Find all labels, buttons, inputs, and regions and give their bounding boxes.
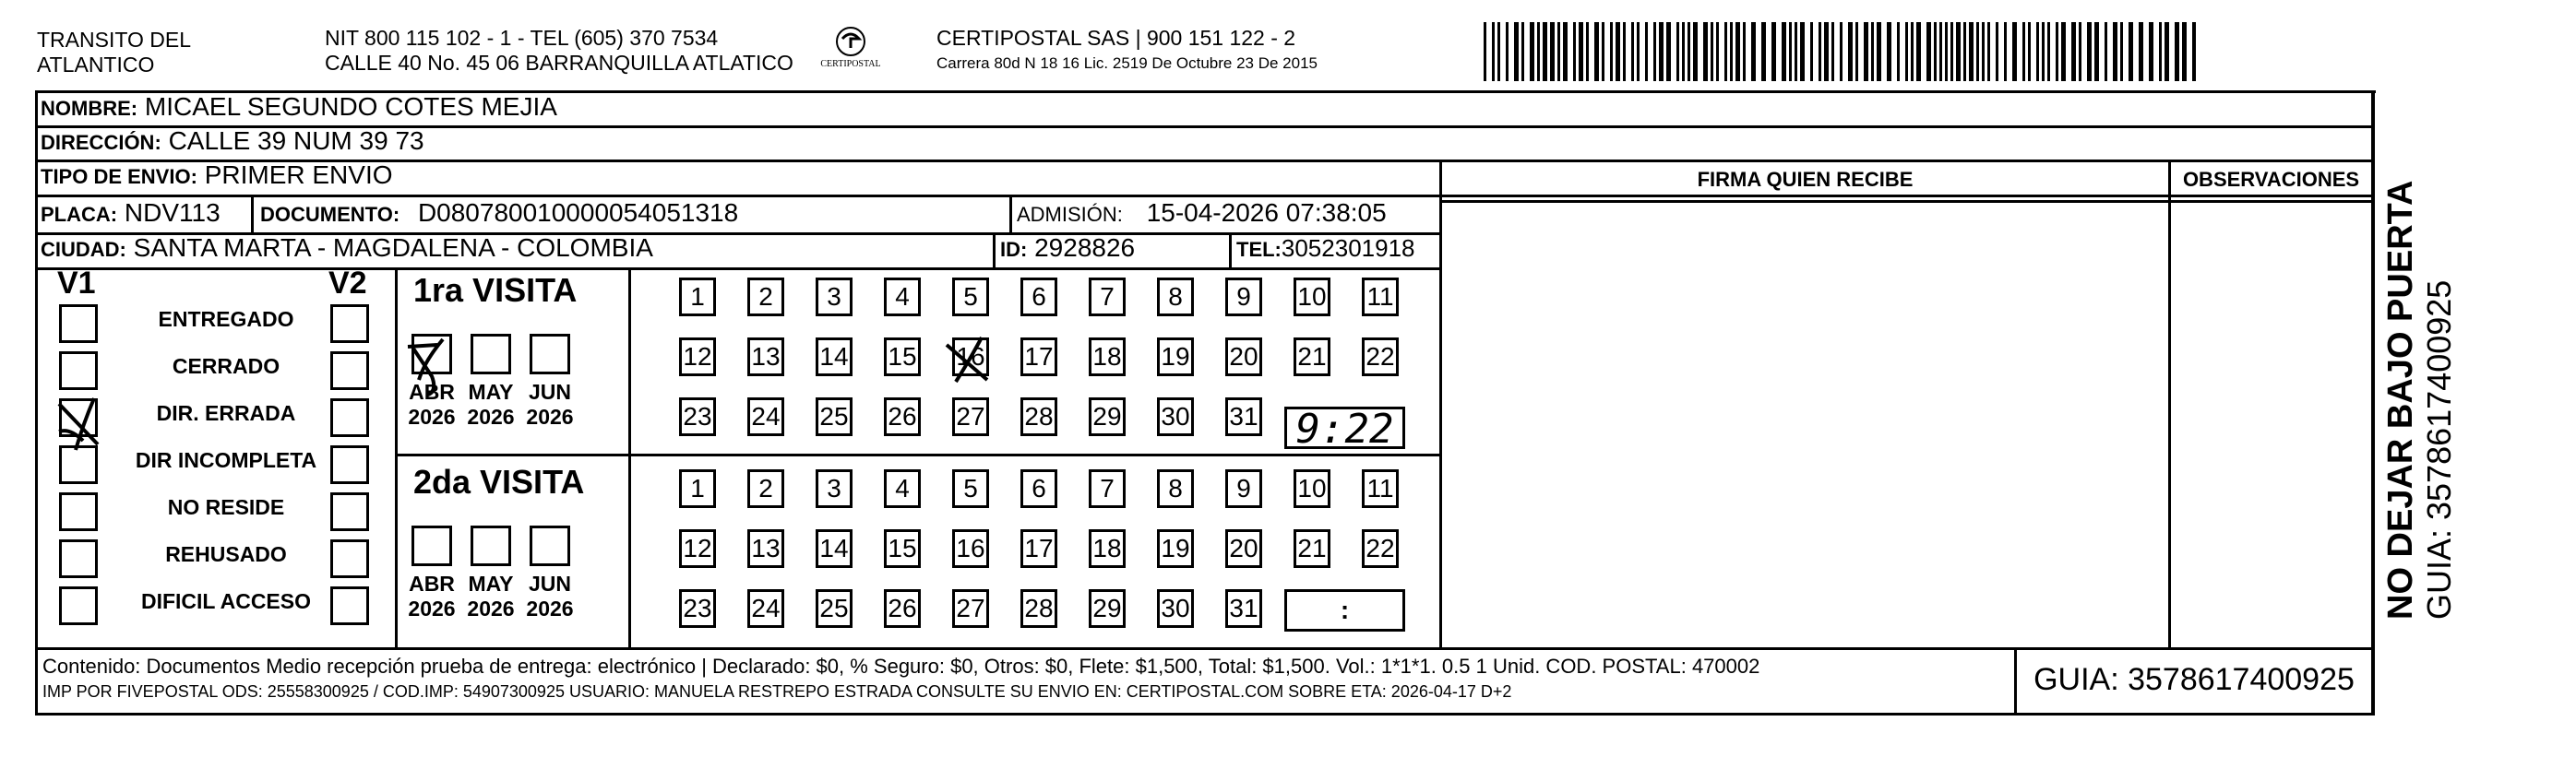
- year-label: 2026: [526, 597, 574, 621]
- side-text: [2380, 103, 2458, 620]
- second-visit-day-12[interactable]: 12: [679, 529, 716, 568]
- second-visit-time-box: [1284, 589, 1405, 632]
- barcode-bar: [1916, 22, 1921, 81]
- first-visit-month-checkbox[interactable]: [471, 334, 511, 374]
- barcode-bar: [1659, 22, 1664, 81]
- first-visit-day-16[interactable]: 16: [952, 337, 989, 376]
- barcode-bar: [1996, 22, 1998, 81]
- year-label: 2026: [408, 597, 456, 621]
- firma-header: FIRMA QUIEN RECIBE: [1697, 168, 1914, 191]
- barcode-bar: [2182, 22, 2187, 81]
- second-visit-month-checkbox[interactable]: [411, 526, 452, 566]
- side-guia: GUIA: 3578617400925: [2420, 279, 2458, 620]
- row-divider: [1439, 200, 2374, 203]
- col-divider: [993, 232, 996, 269]
- barcode-bar: [1743, 22, 1746, 81]
- second-visit-day-17[interactable]: 17: [1020, 529, 1057, 568]
- first-visit-day-19[interactable]: 19: [1157, 337, 1194, 376]
- barcode-bar: [1963, 22, 1966, 81]
- barcode-bar: [1855, 22, 1858, 81]
- barcode-bar: [2113, 22, 2117, 81]
- direccion-value: CALLE 39 NUM 39 73: [168, 126, 424, 155]
- visit-divider: [395, 454, 1440, 456]
- first-visit-day-7[interactable]: 7: [1089, 278, 1126, 316]
- barcode-bar: [1897, 22, 1900, 81]
- barcode-bar: [2149, 22, 2153, 81]
- col-divider: [1229, 232, 1232, 269]
- tel-label: TEL:: [1236, 238, 1282, 261]
- second-visit-day-21[interactable]: 21: [1294, 529, 1330, 568]
- status-label: ENTREGADO: [158, 307, 294, 331]
- barcode-bar: [2036, 22, 2039, 81]
- v1-check-mark: [52, 391, 116, 455]
- v2-label: V2: [328, 266, 367, 301]
- second-visit-day-9[interactable]: 9: [1225, 469, 1262, 508]
- second-visit-day-18[interactable]: 18: [1089, 529, 1126, 568]
- barcode-bar: [2071, 22, 2076, 81]
- admision-label: ADMISIÓN:: [1017, 203, 1123, 226]
- footer-content: Contenido: Documentos Medio recepción prueba de entrega: electrónico | Declarado: $0, % Seguro: $0, Otros: $0, Flete: $1,500, Total: $1,500. Vol.: 1*1*1. 0.5 1 Unid. COD. POSTAL: 470002: [42, 655, 1760, 678]
- status-label: REHUSADO: [165, 542, 287, 566]
- second-visit-day-26[interactable]: 26: [884, 589, 921, 628]
- id-row: [1000, 232, 1135, 266]
- month-caption: [402, 572, 461, 621]
- placa-label: PLACA:: [41, 203, 118, 226]
- barcode-bar: [1771, 22, 1776, 81]
- barcode-bar: [1563, 22, 1568, 81]
- nombre-value: MICAEL SEGUNDO COTES MEJIA: [144, 92, 557, 121]
- month-label: MAY: [468, 572, 514, 596]
- second-visit-day-8[interactable]: 8: [1157, 469, 1194, 508]
- barcode-bar: [1976, 22, 1979, 81]
- second-visit-day-11[interactable]: 11: [1362, 469, 1399, 508]
- tipo-label: TIPO DE ENVIO:: [41, 165, 197, 188]
- v2-checkbox[interactable]: [330, 304, 369, 343]
- barcode-bar: [1987, 22, 1990, 81]
- barcode-bar: [1795, 22, 1797, 81]
- status-label: DIR. ERRADA: [156, 401, 296, 425]
- sender-line-1: TRANSITO DEL: [37, 28, 191, 52]
- logo-text: CERTIPOSTAL: [820, 59, 881, 69]
- barcode-bar: [2022, 22, 2025, 81]
- first-visit-day-8[interactable]: 8: [1157, 278, 1194, 316]
- barcode-bar: [1530, 22, 1534, 81]
- month-caption: [520, 380, 579, 430]
- v1-checkbox[interactable]: [59, 304, 98, 343]
- month-caption: [461, 380, 520, 430]
- first-visit-day-17[interactable]: 17: [1020, 337, 1057, 376]
- company-license: Carrera 80d N 18 16 Lic. 2519 De Octubre 23 De 2015: [936, 54, 1318, 72]
- barcode-bar: [2012, 22, 2017, 81]
- second-visit-day-2[interactable]: 2: [747, 469, 784, 508]
- first-visit-day-13[interactable]: 13: [747, 337, 784, 376]
- col-divider: [395, 267, 398, 648]
- first-visit-day-28[interactable]: 28: [1020, 397, 1057, 436]
- first-visit-day-12[interactable]: 12: [679, 337, 716, 376]
- second-visit-day-20[interactable]: 20: [1225, 529, 1262, 568]
- barcode-bar: [2120, 22, 2123, 81]
- first-visit-day-11[interactable]: 11: [1362, 278, 1399, 316]
- barcode-bar: [1550, 22, 1555, 81]
- second-visit-day-14[interactable]: 14: [816, 529, 853, 568]
- col-divider: [1439, 161, 1442, 648]
- barcode-bar: [1586, 22, 1589, 81]
- v1-label: V1: [57, 266, 96, 301]
- barcode-bar: [2087, 22, 2092, 81]
- col-divider: [2168, 161, 2171, 648]
- col-divider: [628, 267, 631, 648]
- status-label: NO RESIDE: [167, 495, 285, 519]
- month-caption: [461, 572, 520, 621]
- barcode-bar: [2061, 22, 2066, 81]
- month-label: JUN: [528, 380, 571, 404]
- barcode-bar: [2192, 22, 2196, 81]
- first-visit-day-21[interactable]: 21: [1294, 337, 1330, 376]
- col-divider: [251, 195, 254, 233]
- admision-value: 15-04-2026 07:38:05: [1146, 198, 1387, 227]
- documento-row: [260, 197, 738, 231]
- first-visit-time: 9:22: [1295, 406, 1394, 453]
- barcode-bar: [2159, 22, 2162, 81]
- barcode-bar: [1557, 22, 1560, 81]
- day-16-check-mark: [943, 334, 995, 389]
- barcode-bar: [1537, 22, 1540, 81]
- barcode-bar: [1905, 22, 1908, 81]
- company-info: [936, 26, 1318, 74]
- second-visit-day-27[interactable]: 27: [952, 589, 989, 628]
- barcode-bar: [1521, 22, 1524, 81]
- direccion-row: [41, 125, 424, 159]
- barcode-bar: [1956, 22, 1961, 81]
- barcode-bar: [2165, 22, 2169, 81]
- v1-checkbox[interactable]: [59, 492, 98, 531]
- barcode-bar: [1631, 22, 1634, 81]
- barcode-bar: [2105, 22, 2107, 81]
- month-label: MAY: [468, 380, 514, 404]
- barcode-bar: [1969, 22, 1974, 81]
- v2-checkbox[interactable]: [330, 398, 369, 437]
- v2-checkbox[interactable]: [330, 445, 369, 484]
- barcode-bar: [1682, 22, 1685, 81]
- second-visit-day-16[interactable]: 16: [952, 529, 989, 568]
- first-visit-day-23[interactable]: 23: [679, 397, 716, 436]
- barcode-bar: [1711, 22, 1713, 81]
- barcode-bar: [1645, 22, 1648, 81]
- observaciones-header: OBSERVACIONES: [2182, 168, 2360, 191]
- v2-checkbox[interactable]: [330, 586, 369, 625]
- barcode-bar: [1716, 22, 1719, 81]
- ciudad-value: SANTA MARTA - MAGDALENA - COLOMBIA: [133, 233, 653, 262]
- first-visit-label: 1ra VISITA: [413, 271, 578, 309]
- first-visit-day-10[interactable]: 10: [1294, 278, 1330, 316]
- barcode-bar: [1506, 22, 1509, 81]
- certipostal-logo: [814, 26, 888, 74]
- first-visit-day-30[interactable]: 30: [1157, 397, 1194, 436]
- barcode-bar: [1484, 22, 1486, 81]
- barcode-bar: [2139, 22, 2143, 81]
- v1-checkbox[interactable]: [59, 351, 98, 390]
- id-label: ID:: [1000, 238, 1028, 261]
- sender-info: [325, 26, 793, 76]
- barcode-bar: [1761, 22, 1766, 81]
- barcode-bar: [1693, 22, 1698, 81]
- admision-row: [1017, 197, 1387, 231]
- first-visit-day-20[interactable]: 20: [1225, 337, 1262, 376]
- first-visit-day-9[interactable]: 9: [1225, 278, 1262, 316]
- barcode: [1484, 22, 2196, 81]
- barcode-bar: [1911, 22, 1914, 81]
- second-visit-month-checkbox[interactable]: [471, 526, 511, 566]
- barcode-bar: [1543, 22, 1547, 81]
- tel-row: [1236, 232, 1415, 266]
- documento-value: D080780010000054051318: [417, 198, 739, 227]
- month-caption: [520, 572, 579, 621]
- footer-guia: GUIA: 3578617400925: [2033, 662, 2355, 697]
- ciudad-label: CIUDAD:: [41, 238, 126, 261]
- barcode-bar: [1864, 22, 1868, 81]
- first-visit-day-15[interactable]: 15: [884, 337, 921, 376]
- first-visit-month-checkbox[interactable]: [530, 334, 570, 374]
- barcode-bar: [1666, 22, 1671, 81]
- second-visit-day-31[interactable]: 31: [1225, 589, 1262, 628]
- first-visit-day-25[interactable]: 25: [816, 397, 853, 436]
- barcode-bar: [1676, 22, 1679, 81]
- placa-value: NDV113: [124, 198, 221, 227]
- barcode-bar: [1623, 22, 1626, 81]
- col-divider: [1009, 195, 1012, 233]
- year-label: 2026: [526, 405, 574, 429]
- barcode-bar: [1824, 22, 1829, 81]
- barcode-bar: [1602, 22, 1604, 81]
- barcode-bar: [1579, 22, 1583, 81]
- first-visit-day-14[interactable]: 14: [816, 337, 853, 376]
- barcode-bar: [1616, 22, 1620, 81]
- second-visit-time: :: [1340, 596, 1350, 624]
- second-visit-day-3[interactable]: 3: [816, 469, 853, 508]
- second-visit-day-1[interactable]: 1: [679, 469, 716, 508]
- barcode-bar: [1610, 22, 1613, 81]
- second-visit-label: 2da VISITA: [413, 463, 585, 501]
- abr-check-mark: [400, 334, 465, 398]
- barcode-bar: [1939, 22, 1942, 81]
- barcode-bar: [1751, 22, 1756, 81]
- second-visit-day-13[interactable]: 13: [747, 529, 784, 568]
- first-visit-day-27[interactable]: 27: [952, 397, 989, 436]
- tipo-row: [41, 160, 393, 193]
- barcode-bar: [1735, 22, 1740, 81]
- second-visit-day-15[interactable]: 15: [884, 529, 921, 568]
- documento-label: DOCUMENTO:: [260, 203, 400, 226]
- first-visit-day-6[interactable]: 6: [1020, 278, 1057, 316]
- second-visit-day-24[interactable]: 24: [747, 589, 784, 628]
- barcode-bar: [1653, 22, 1656, 81]
- nombre-label: NOMBRE:: [41, 97, 138, 120]
- barcode-bar: [1877, 22, 1881, 81]
- second-visit-day-23[interactable]: 23: [679, 589, 716, 628]
- second-visit-day-6[interactable]: 6: [1020, 469, 1057, 508]
- barcode-bar: [2004, 22, 2007, 81]
- sender-nit: NIT 800 115 102 - 1 - TEL (605) 370 7534: [325, 26, 719, 50]
- barcode-bar: [1800, 22, 1805, 81]
- barcode-bar: [2094, 22, 2099, 81]
- v1-checkbox[interactable]: [59, 539, 98, 578]
- status-label: DIR INCOMPLETA: [135, 448, 317, 472]
- footer-imp-line: IMP POR FIVEPOSTAL ODS: 25558300925 / COD.IMP: 54907300925 USUARIO: MANUELA RESTREPO ESTRADA CONSULTE SU ENVIO EN: CERTIPOSTAL.COM SOBRE ETA: 2026-04-17 D+2: [42, 682, 1512, 701]
- ciudad-row: [41, 232, 653, 266]
- first-visit-day-4[interactable]: 4: [884, 278, 921, 316]
- first-visit-day-3[interactable]: 3: [816, 278, 853, 316]
- barcode-bar: [2047, 22, 2050, 81]
- sender-name: [37, 28, 191, 77]
- barcode-bar: [2079, 22, 2081, 81]
- barcode-bar: [1703, 22, 1708, 81]
- tel-value: 3052301918: [1281, 234, 1415, 262]
- sender-line-2: ATLANTICO: [37, 53, 155, 77]
- direccion-label: DIRECCIÓN:: [41, 131, 161, 154]
- second-visit-day-7[interactable]: 7: [1089, 469, 1126, 508]
- year-label: 2026: [408, 405, 456, 429]
- barcode-bar: [1982, 22, 1985, 81]
- second-visit-day-28[interactable]: 28: [1020, 589, 1057, 628]
- year-label: 2026: [467, 597, 515, 621]
- barcode-bar: [1945, 22, 1948, 81]
- first-visit-day-24[interactable]: 24: [747, 397, 784, 436]
- v2-checkbox[interactable]: [330, 539, 369, 578]
- barcode-bar: [1871, 22, 1874, 81]
- second-visit-day-30[interactable]: 30: [1157, 589, 1194, 628]
- first-visit-day-26[interactable]: 26: [884, 397, 921, 436]
- col-divider: [2371, 161, 2374, 716]
- barcode-bar: [1730, 22, 1733, 81]
- barcode-bar: [1840, 22, 1843, 81]
- barcode-bar: [2175, 22, 2179, 81]
- barcode-bar: [1594, 22, 1599, 81]
- v2-checkbox[interactable]: [330, 351, 369, 390]
- second-visit-day-4[interactable]: 4: [884, 469, 921, 508]
- barcode-bar: [1848, 22, 1853, 81]
- barcode-bar: [1688, 22, 1690, 81]
- barcode-bar: [1724, 22, 1727, 81]
- second-visit-day-22[interactable]: 22: [1362, 529, 1399, 568]
- sender-address: CALLE 40 No. 45 06 BARRANQUILLA ATLATICO: [325, 51, 793, 75]
- first-visit-day-5[interactable]: 5: [952, 278, 989, 316]
- barcode-bar: [2042, 22, 2045, 81]
- barcode-bar: [1789, 22, 1792, 81]
- first-visit-time-box: [1284, 406, 1405, 453]
- second-visit-day-25[interactable]: 25: [816, 589, 853, 628]
- barcode-bar: [2129, 22, 2133, 81]
- status-label: DIFICIL ACCESO: [140, 589, 311, 613]
- second-visit-month-checkbox[interactable]: [530, 526, 570, 566]
- first-visit-day-2[interactable]: 2: [747, 278, 784, 316]
- barcode-bar: [1637, 22, 1640, 81]
- barcode-bar: [1514, 22, 1519, 81]
- barcode-bar: [1782, 22, 1786, 81]
- second-visit-day-10[interactable]: 10: [1294, 469, 1330, 508]
- second-visit-day-29[interactable]: 29: [1089, 589, 1126, 628]
- barcode-bar: [2028, 22, 2031, 81]
- nombre-row: [41, 91, 557, 124]
- month-label: JUN: [528, 572, 571, 596]
- barcode-bar: [1950, 22, 1953, 81]
- first-visit-day-1[interactable]: 1: [679, 278, 716, 316]
- barcode-bar: [1497, 22, 1500, 81]
- first-visit-day-22[interactable]: 22: [1362, 337, 1399, 376]
- barcode-bar: [1934, 22, 1937, 81]
- row-divider: [35, 647, 2374, 650]
- v1-checkbox[interactable]: [59, 586, 98, 625]
- second-visit-day-19[interactable]: 19: [1157, 529, 1194, 568]
- company-name: CERTIPOSTAL SAS | 900 151 122 - 2: [936, 26, 1296, 50]
- barcode-bar: [1819, 22, 1821, 81]
- barcode-bar: [1573, 22, 1576, 81]
- month-label: ABR: [409, 572, 455, 596]
- barcode-bar: [1831, 22, 1834, 81]
- id-value: 2928826: [1034, 233, 1136, 262]
- barcode-bar: [1810, 22, 1813, 81]
- v2-checkbox[interactable]: [330, 492, 369, 531]
- year-label: 2026: [467, 405, 515, 429]
- tipo-value: PRIMER ENVIO: [204, 160, 393, 189]
- month-label: ABR: [409, 380, 455, 404]
- barcode-bar: [2056, 22, 2058, 81]
- first-visit-day-18[interactable]: 18: [1089, 337, 1126, 376]
- first-visit-day-31[interactable]: 31: [1225, 397, 1262, 436]
- first-visit-day-29[interactable]: 29: [1089, 397, 1126, 436]
- placa-row: [41, 197, 221, 231]
- barcode-bar: [1492, 22, 1495, 81]
- barcode-bar: [1887, 22, 1891, 81]
- barcode-bar: [1926, 22, 1931, 81]
- second-visit-day-5[interactable]: 5: [952, 469, 989, 508]
- status-label: CERRADO: [172, 354, 280, 378]
- no-dejar-warning: NO DEJAR BAJO PUERTA: [2381, 180, 2420, 620]
